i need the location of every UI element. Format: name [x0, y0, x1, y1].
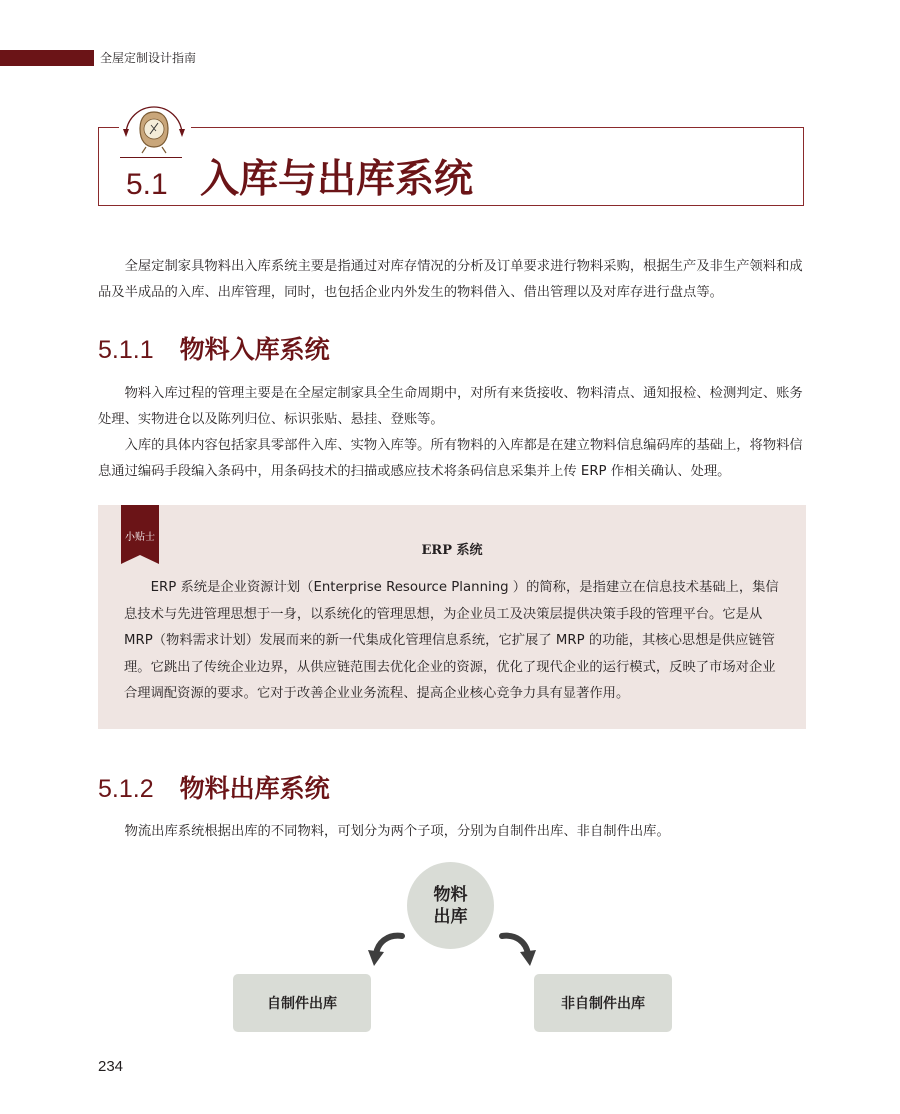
body-paragraph: 入库的具体内容包括家具零部件入库、实物入库等。所有物料的入库都是在建立物料信息编码库的基础上，将物料信息通过编码手段编入条码中，用条码技术的扫描或感应技术将条码信息采集并上传 ERP 作相关确认、处理。 — [98, 438, 803, 479]
body-paragraph: 物料入库过程的管理主要是在全屋定制家具全生命周期中，对所有来货接收、物料清点、通知报检、检测判定、账务处理、实物进仓以及陈列归位、标识张贴、悬挂、登账等。 — [98, 386, 803, 427]
chapter-number: 5.1 — [126, 168, 168, 201]
page-number: 234 — [98, 1058, 124, 1075]
diagram-root-label: 物料出库 — [433, 884, 468, 927]
section-heading-1 — [98, 334, 330, 366]
diagram-node-label: 非自制件出库 — [561, 996, 645, 1012]
curved-arrow-left-icon — [366, 928, 406, 968]
section-title: 物料出库系统 — [179, 774, 330, 803]
clock-icon — [118, 103, 190, 161]
intro-paragraph: 全屋定制家具物料出入库系统主要是指通过对库存情况的分析及订单要求进行物料采购，根据生产及非生产领料和成品及半成品的入库、出库管理，同时，也包括企业内外发生的物料借入、借出管理以及对库存进行盘点等。 — [98, 259, 803, 300]
curved-arrow-right-icon — [498, 928, 538, 968]
tip-label: 小贴士 — [125, 532, 155, 543]
icon-underline — [120, 157, 182, 158]
section-heading-2 — [98, 773, 330, 805]
chapter-title: 入库与出库系统 — [200, 157, 474, 202]
diagram-node-left — [233, 974, 371, 1032]
diagram-root-node — [407, 862, 494, 949]
header-accent-bar — [0, 50, 94, 66]
section-number: 5.1.1 — [98, 336, 154, 364]
running-header: 全屋定制设计指南 — [100, 51, 197, 65]
diagram-node-right — [534, 974, 672, 1032]
section-number: 5.1.2 — [98, 775, 154, 803]
body-paragraph: 物流出库系统根据出库的不同物料，可划分为两个子项，分别为自制件出库、非自制件出库。 — [124, 824, 670, 839]
tip-body: ERP 系统是企业资源计划（Enterprise Resource Planning ）的简称，是指建立在信息技术基础上，集信息技术与先进管理思想于一身，以系统化的管理思想，为企业员工及决策层提供决策手段的管理平台。它是从 MRP（物料需求计划）发展而来的新一代集成化管理信息系统，它扩展了 MRP 的功能，其核心思想是供应链管理。它跳出了传统企业边界，从供应链范围去优化企业的资源，优化了现代企业的运行模式，反映了市场对企业合理调配资源的要求。它对于改善企业业务流程、提高企业核心竞争力具有显著作用。 — [124, 580, 779, 701]
section-title: 物料入库系统 — [179, 335, 330, 364]
diagram-node-label: 自制件出库 — [267, 996, 337, 1012]
tip-heading: ERP 系统 — [421, 543, 483, 558]
